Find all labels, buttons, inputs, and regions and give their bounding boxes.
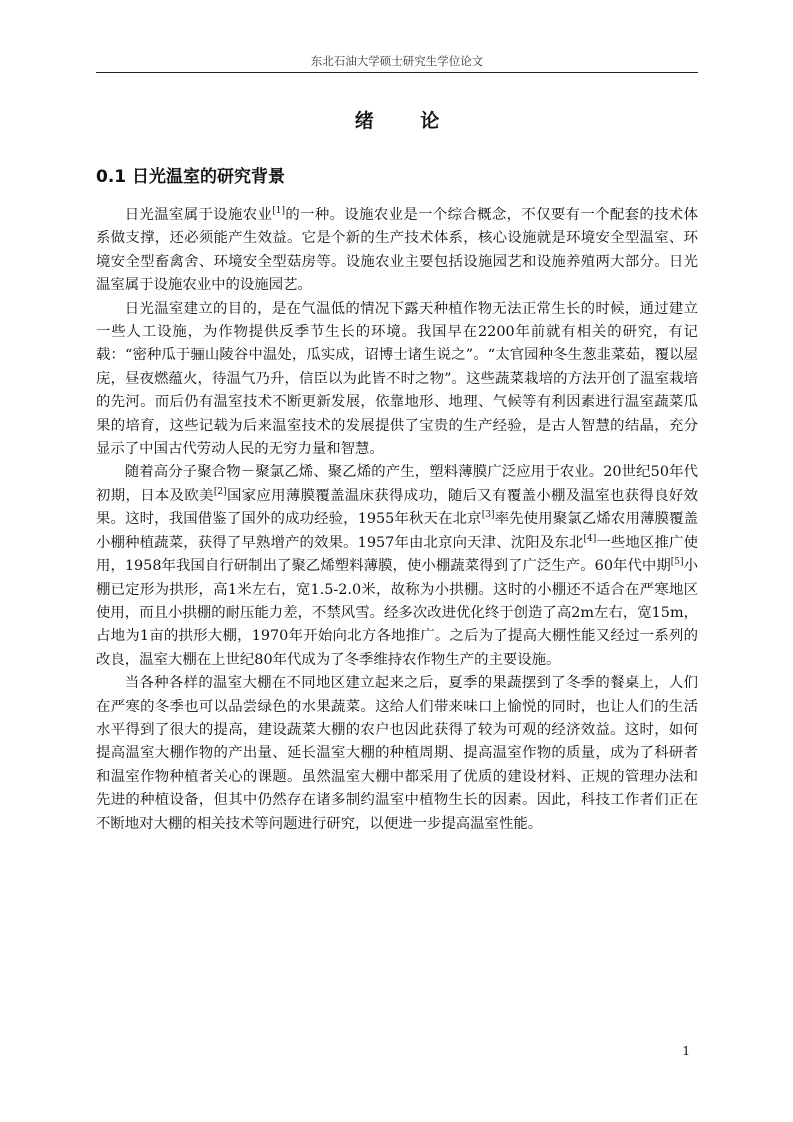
section-title: 0.1 日光温室的研究背景 [96,167,286,187]
header-rule [96,72,698,73]
paragraph-text-run: 率先使用聚氯乙烯农用薄膜覆盖小棚种植蔬菜，获得了早熟增产的效果。1957年由北京向天津、沈阳及东北 [96,511,698,551]
citation-ref: [3] [481,510,495,521]
citation-ref: [1] [272,206,286,217]
citation-ref: [4] [583,533,597,544]
paragraph-text-run: 国家应用薄膜覆盖温床获得成功，随后又有覆盖小棚及温室也获得良好效果。这时，我国借鉴了国外的成功经验，1955年秋天在北京 [96,487,698,528]
citation-ref: [2] [213,487,227,498]
running-header: 东北石油大学硕士研究生学位论文 [310,54,484,68]
citation-ref: [5] [670,557,684,568]
paragraph-text-run: 一些地区推广使用，1958年我国自行研制出了聚乙烯塑料薄膜，使小棚蔬菜得到了广泛生产。60年代中期 [96,534,698,575]
paragraph-1 [96,204,698,298]
paragraph-text-run: 小棚已定形为拱形，高1米左右，宽1.5-2.0米，故称为小拱棚。这时的小棚还不适合在严寒地区使用，而且小拱棚的耐压能力差，不禁风雪。经多次改进优化终于创造了高2m左右，宽15m，占地为1亩的拱形大棚，1970年开始向北方各地推广。之后为了提高大棚性能又经过一系列的改良，温室大棚在上世纪80年代成为了冬季维持农作物生产的主要设施。 [96,558,698,668]
page-number: 1 [682,1044,690,1058]
paragraph-text-run: 当各种各样的温室大棚在不同地区建立起来之后，夏季的果蔬摆到了冬季的餐桌上，人们在严寒的冬季也可以品尝绿色的水果蔬菜。这给人们带来味口上愉悦的同时，也让人们的生活水平得到了很大的提高，建设蔬菜大棚的农户也因此获得了较为可观的经济效益。这时，如何提高温室大棚作物的产出量、延长温室大棚的种植周期、提高温室作物的质量，成为了科研者和温室作物种植者关心的课题。虽然温室大棚中都采用了优质的建设材料、正规的管理办法和先进的种植设备，但其中仍然存在诸多制约温室中植物生长的因素。因此，科技工作者们正在不断地对大棚的相关技术等问题进行研究，以便进一步提高温室性能。 [96,675,698,832]
paragraph-text-run: 日光温室属于设施农业 [124,207,273,223]
paragraph-text-run: 日光温室建立的目的，是在气温低的情况下露天种植作物无法正常生长的时候，通过建立一些人工设施，为作物提供反季节生长的环境。我国早在2200年前就有相关的研究，有记载：“密种瓜于骊山陵谷中温处，瓜实成，诏博士诸生说之”。“太官园种冬生葱韭菜茹，覆以屋庑，昼夜燃蕴火，待温气乃升，信臣以为此皆不时之物”。这些蔬菜栽培的方法开创了温室栽培的先河。而后仍有温室技术不断更新发展，依靠地形、地理、气候等有利因素进行温室蔬菜瓜果的培育，这些记载为后来温室技术的发展提供了宝贵的生产经验，是古人智慧的结晶，充分显示了中国古代劳动人民的无穷力量和智慧。 [96,300,698,458]
paragraph-text-run: 随着高分子聚合物－聚氯乙烯、聚乙烯的产生，塑料薄膜广泛应用于农业。20世纪50年代初期，日本及欧美 [96,464,698,504]
paragraph-2 [96,298,698,462]
paragraph-3 [96,461,698,672]
paragraph-text-run: 的一种。设施农业是一个综合概念，不仅要有一个配套的技术体系做支撑，还必须能产生效益。它是个新的生产技术体系，核心设施就是环境安全型温室、环境安全型畜禽舍、环境安全型菇房等。设施农业主要包括设施园艺和设施养殖两大部分。日光温室属于设施农业中的设施园艺。 [96,207,698,294]
chapter-title: 绪 论 [354,110,460,132]
paragraph-4 [96,672,698,836]
body-text [96,204,698,836]
